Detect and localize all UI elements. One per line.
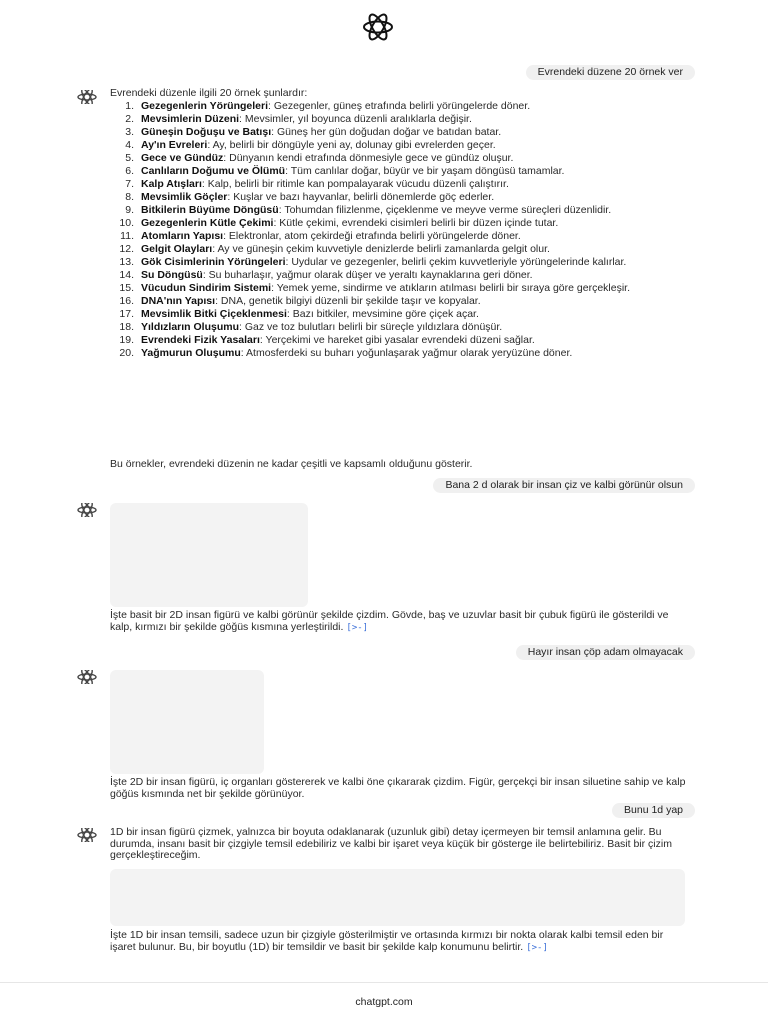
list-item [110, 270, 690, 281]
footer-divider [0, 982, 768, 983]
list-item-title: Yıldızların Oluşumu [141, 320, 240, 333]
list-item-number: 16. [119, 294, 134, 307]
list-item-title: Bitkilerin Büyüme Döngüsü [141, 203, 279, 216]
openai-logo-icon [361, 13, 395, 41]
list-item-number: 14. [119, 268, 134, 281]
assistant-avatar-icon [74, 670, 100, 684]
example-list [110, 101, 690, 361]
assistant-reply-text: İşte 2D bir insan figürü, iç organları göstererek ve kalbi öne çıkararak çizdim. Figür, gerçekçi bir insan siluetine sahip ve kalp göğüs kısmında net bir şekilde görünüyor. [110, 776, 686, 800]
list-item-description: : Elektronlar, atom çekirdeği etrafında belirli yörüngelerde döner. [223, 229, 521, 242]
list-item-description: : Kütle çekimi, evrendeki cisimleri belirli bir düzen içinde tutar. [273, 216, 559, 229]
user-message-bubble: Bana 2 d olarak bir insan çiz ve kalbi görünür olsun [433, 478, 695, 493]
list-item-number: 19. [119, 333, 134, 346]
list-item [110, 218, 690, 229]
list-item [110, 231, 690, 242]
list-item-title: Mevsimlik Göçler [141, 190, 228, 203]
list-item-description: : Ay, belirli bir döngüyle yeni ay, dolunay gibi evrelerden geçer. [207, 138, 496, 151]
list-item-title: Güneşin Doğuşu ve Batışı [141, 125, 272, 138]
list-item-number: 2. [125, 112, 134, 125]
list-item-title: Mevsimlerin Düzeni [141, 112, 240, 125]
list-item [110, 335, 690, 346]
external-link-icon[interactable]: [>-] [346, 622, 369, 633]
list-item [110, 101, 690, 112]
list-item-description: : Güneş her gün doğudan doğar ve batıdan batar. [271, 125, 502, 138]
list-item [110, 257, 690, 268]
list-item-description: : Gezegenler, güneş etrafında belirli yörüngelerde döner. [268, 100, 531, 112]
list-item [110, 322, 690, 333]
list-item-description: : Gaz ve toz bulutları belirli bir süreçle yıldızlara dönüşür. [239, 320, 503, 333]
list-item [110, 153, 690, 164]
list-item-description: : Su buharlaşır, yağmur olarak düşer ve yeraltı kaynaklarına geri döner. [202, 268, 533, 281]
list-item-number: 3. [125, 125, 134, 138]
list-item-title: Gelgit Olayları [141, 242, 213, 255]
list-item-title: DNA'nın Yapısı [141, 294, 216, 307]
assistant-reply-text: İşte basit bir 2D insan figürü ve kalbi görünür şekilde çizdim. Gövde, baş ve uzuvlar basit bir çubuk figürü ile gösterildi ve kalp, kırmızı bir şekilde göğüs kısmına yerleştirildi. [>-] [110, 609, 669, 633]
list-item [110, 140, 690, 151]
list-item-number: 17. [119, 307, 134, 320]
list-item-description: : Tüm canlılar doğar, büyür ve bir yaşam döngüsü tamamlar. [285, 164, 565, 177]
list-item [110, 309, 690, 320]
generated-image-placeholder[interactable] [110, 869, 685, 926]
list-item-title: Ay'ın Evreleri [141, 138, 208, 151]
list-item-description: : Kuşlar ve bazı hayvanlar, belirli dönemlerde göç ederler. [227, 190, 495, 203]
list-item-title: Evrendeki Fizik Yasaları [141, 333, 260, 346]
list-item-title: Canlıların Doğumu ve Ölümü [141, 164, 286, 177]
assistant-avatar-icon [74, 90, 100, 104]
list-item-title: Yağmurun Oluşumu [141, 346, 241, 359]
list-item-title: Gök Cisimlerinin Yörüngeleri [141, 255, 286, 268]
list-item-description: : Kalp, belirli bir ritimle kan pompalayarak vücudu düzenli çalıştırır. [201, 177, 509, 190]
list-item-number: 4. [125, 138, 134, 151]
list-item-title: Mevsimlik Bitki Çiçeklenmesi [141, 307, 287, 320]
user-message-bubble: Evrendeki düzene 20 örnek ver [526, 65, 695, 80]
list-item-number: 13. [119, 255, 134, 268]
list-item-description: : Bazı bitkiler, mevsimine göre çiçek açar. [286, 307, 479, 320]
list-item-title: Atomların Yapısı [141, 229, 224, 242]
list-item-title: Kalp Atışları [141, 177, 202, 190]
list-item [110, 348, 690, 359]
list-item-title: Gece ve Gündüz [141, 151, 224, 164]
list-item-number: 15. [119, 281, 134, 294]
list-item [110, 166, 690, 177]
list-item-number: 11. [120, 229, 134, 242]
list-item-number: 5. [125, 151, 134, 164]
footer-site-label: chatgpt.com [355, 996, 413, 1008]
list-item [110, 205, 690, 216]
list-item-description: : Tohumdan filizlenme, çiçeklenme ve meyve verme süreçleri düzenlidir. [278, 203, 612, 216]
list-item-number: 10. [119, 216, 134, 229]
list-item-number: 9. [125, 203, 134, 216]
assistant-intro-text: 1D bir insan figürü çizmek, yalnızca bir boyuta odaklanarak (uzunluk gibi) detay içermeyen bir temsil anlamına gelir. Bu durumda, insanı basit bir çizgiyle temsil edebiliriz ve kalbi bir işaret veya küçük bir gösterge ile belirtebiliriz. Basit bir çizim gerçekleştireceğim. [110, 826, 672, 862]
assistant-reply-text: İşte 1D bir insan temsili, sadece uzun bir çizgiyle gösterilmiştir ve ortasında kırmızı bir nokta olarak kalbi temsil eden bir işaret bulunur. Bu, bir boyutlu (1D) bir temsildir ve basit bir şekilde kalp konumunu belirtir. [>-] [110, 929, 664, 953]
list-item-number: 8. [125, 190, 134, 203]
user-message-bubble: Hayır insan çöp adam olmayacak [516, 645, 695, 660]
assistant-intro-text: Evrendeki düzenle ilgili 20 örnek şunlardır: [110, 87, 308, 99]
list-item-description: : Yerçekimi ve hareket gibi yasalar evrendeki düzeni sağlar. [259, 333, 535, 346]
list-item-description: : Mevsimler, yıl boyunca düzenli aralıklarla değişir. [239, 112, 472, 125]
list-item [110, 244, 690, 255]
list-item [110, 114, 690, 125]
list-item [110, 296, 690, 307]
list-item [110, 127, 690, 138]
list-item-number: 20. [119, 346, 134, 359]
list-item-description: : Ay ve güneşin çekim kuvvetiyle denizlerde belirli zamanlarda gelgit olur. [212, 242, 550, 255]
list-item-description: : Yemek yeme, sindirme ve atıkların atılması belirli bir sıraya göre gerçekleşir. [271, 281, 631, 294]
list-item [110, 283, 690, 294]
assistant-avatar-icon [74, 828, 100, 842]
list-item-number: 7. [125, 177, 134, 190]
list-item-number: 6. [125, 164, 134, 177]
list-item-title: Gezegenlerin Kütle Çekimi [141, 216, 274, 229]
list-item-title: Su Döngüsü [141, 268, 203, 281]
list-item-description: : DNA, genetik bilgiyi düzenli bir şekilde taşır ve kopyalar. [215, 294, 481, 307]
generated-image-placeholder[interactable] [110, 670, 264, 774]
user-message-bubble: Bunu 1d yap [612, 803, 695, 818]
external-link-icon[interactable]: [>-] [526, 942, 548, 953]
list-item-number: 12. [119, 242, 134, 255]
list-item-number: 18. [119, 320, 134, 333]
list-item-description: : Atmosferdeki su buharı yoğunlaşarak yağmur olarak yeryüzüne döner. [240, 346, 573, 359]
list-item-description: : Dünyanın kendi etrafında dönmesiyle gece ve gündüz oluşur. [223, 151, 514, 164]
assistant-outro-text: Bu örnekler, evrendeki düzenin ne kadar çeşitli ve kapsamlı olduğunu gösterir. [110, 458, 473, 470]
generated-image-placeholder[interactable] [110, 503, 308, 607]
assistant-avatar-icon [74, 503, 100, 517]
list-item-title: Vücudun Sindirim Sistemi [141, 281, 272, 294]
list-item-title: Gezegenlerin Yörüngeleri [141, 100, 269, 112]
list-item [110, 179, 690, 190]
list-item-number: 1. [125, 100, 134, 112]
list-item-description: : Uydular ve gezegenler, belirli çekim kuvvetleriyle yörüngelerinde kalırlar. [285, 255, 627, 268]
list-item [110, 192, 690, 203]
